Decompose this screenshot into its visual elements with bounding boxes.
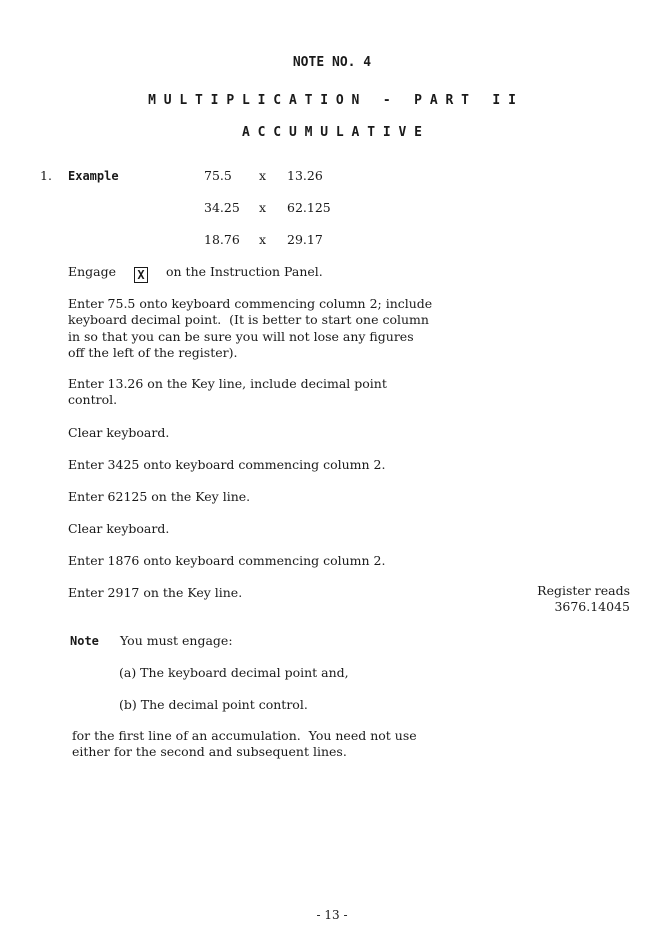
register-label: Register reads xyxy=(537,583,630,598)
instruction-paragraph-4: Enter 3425 onto keyboard commencing column 2. xyxy=(68,457,386,472)
example-number: 1. xyxy=(40,168,52,183)
page-title: M U L T I P L I C A T I O N - P A R T I I xyxy=(148,93,516,108)
instruction-paragraph-5: Enter 62125 on the Key line. xyxy=(68,489,251,504)
instruction-paragraph-3: Clear keyboard. xyxy=(68,425,170,440)
register-value: 3676.14045 xyxy=(554,599,630,614)
example-row-3-multiplier: 29.17 xyxy=(287,232,323,247)
page-number: - 13 - xyxy=(316,908,348,922)
example-row-3-multiplicand: 18.76 xyxy=(204,232,240,247)
example-row-1-multiplier: 13.26 xyxy=(287,168,323,183)
engage-suffix: on the Instruction Panel. xyxy=(166,264,323,279)
example-row-3-operator: x xyxy=(259,232,267,247)
example-row-2-multiplier: 62.125 xyxy=(287,200,331,215)
instruction-paragraph-1: Enter 75.5 onto keyboard commencing column 2; include keyboard decimal point. (It is better to start one column in so that you can be sure you will not lose any figures off the left of the register). xyxy=(68,296,433,360)
engage-line xyxy=(68,264,323,283)
note-number: NOTE NO. 4 xyxy=(292,55,372,70)
note-item-b: (b) The decimal point control. xyxy=(119,697,308,712)
page-subtitle: A C C U M U L A T I V E xyxy=(241,125,422,140)
register-result xyxy=(537,583,630,615)
note-closing: for the first line of an accumulation. You need not use either for the second and subsequent lines. xyxy=(72,728,417,760)
example-row-2-multiplicand: 34.25 xyxy=(204,200,240,215)
example-row-2-operator: x xyxy=(259,200,267,215)
note-item-a: (a) The keyboard decimal point and, xyxy=(119,665,349,680)
engage-prefix: Engage xyxy=(68,264,117,279)
instruction-key-x-icon: X xyxy=(134,267,148,283)
note-label: Note xyxy=(70,634,99,648)
instruction-paragraph-8: Enter 2917 on the Key line. xyxy=(68,585,243,600)
instruction-paragraph-2: Enter 13.26 on the Key line, include decimal point control. xyxy=(68,376,387,408)
note-text: You must engage: xyxy=(120,633,233,648)
instruction-paragraph-6: Clear keyboard. xyxy=(68,521,170,536)
example-row-1-multiplicand: 75.5 xyxy=(204,168,232,183)
example-label: Example xyxy=(68,169,119,183)
example-row-1-operator: x xyxy=(259,168,267,183)
instruction-paragraph-7: Enter 1876 onto keyboard commencing column 2. xyxy=(68,553,386,568)
